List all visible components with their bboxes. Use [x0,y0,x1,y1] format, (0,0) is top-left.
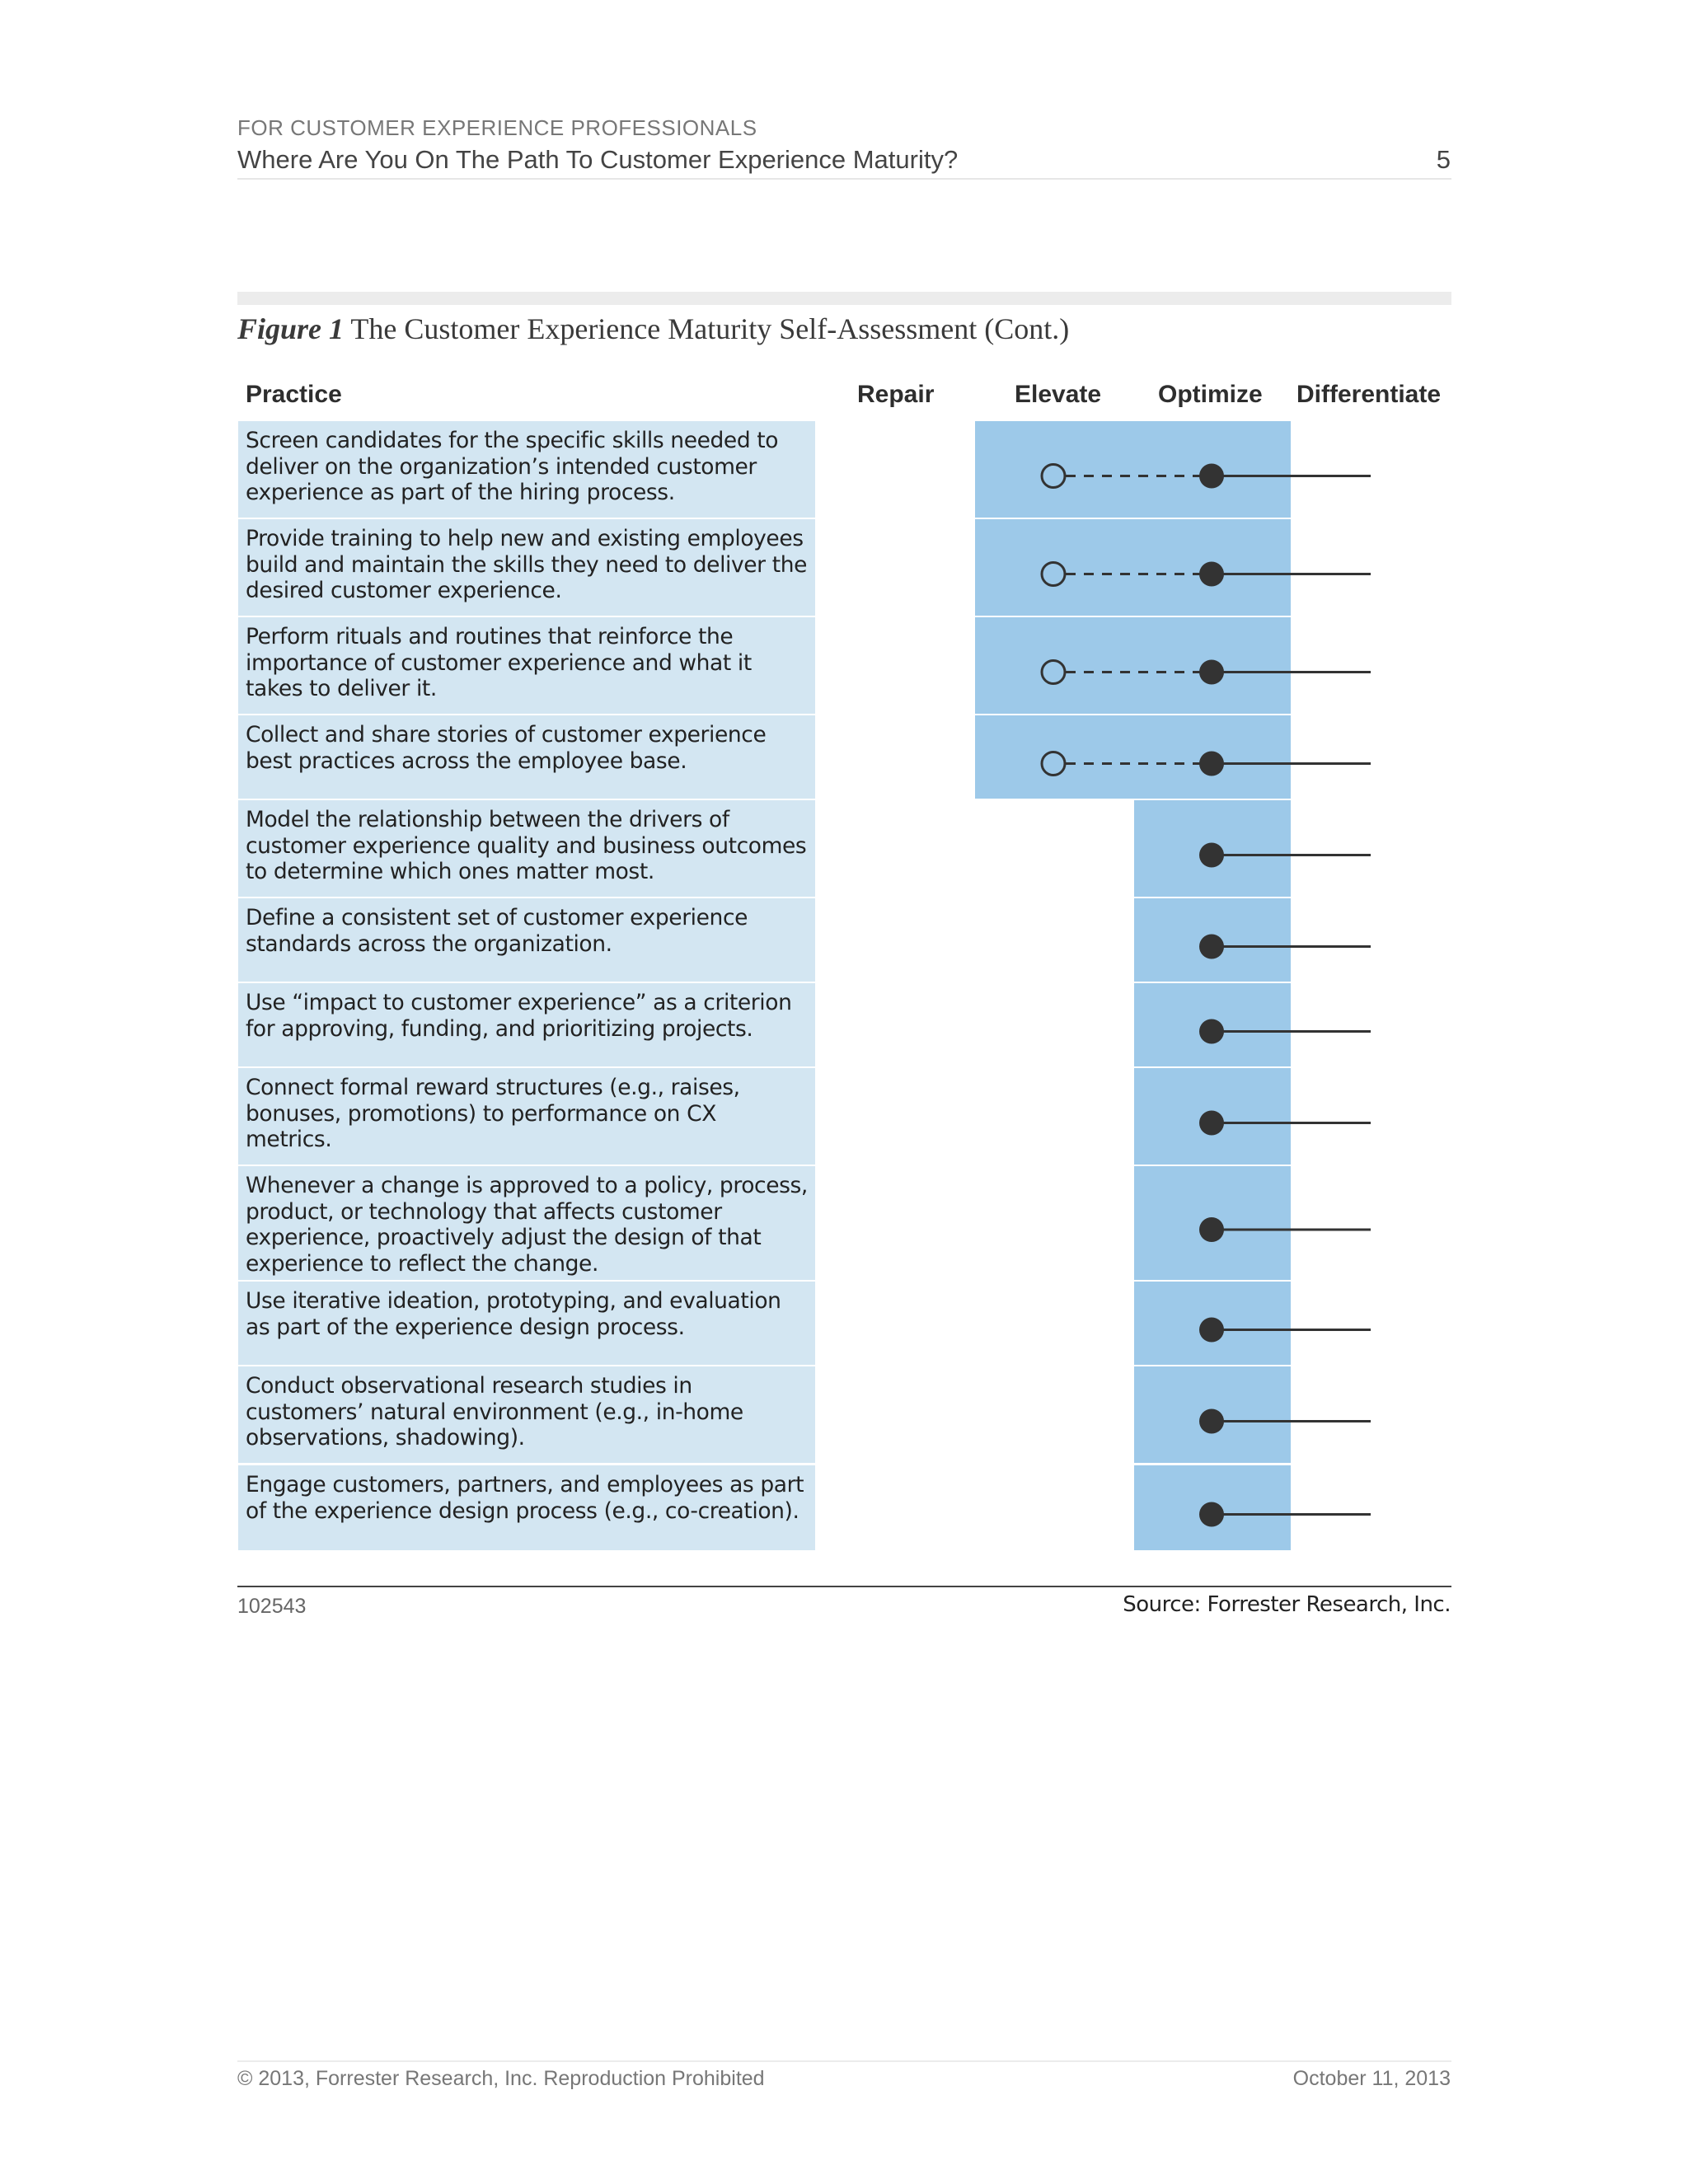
open-circle-marker [1042,661,1065,684]
page-number: 5 [1436,145,1451,174]
figure-title: The Customer Experience Maturity Self-Assessment (Cont.) [350,312,1070,345]
filled-circle-marker [1199,1502,1224,1527]
column-header-practice: Practice [246,381,342,408]
practice-row: Use iterative ideation, prototyping, and evaluation as part of the experience design process. [238,1282,815,1365]
filled-circle-marker [1199,1217,1224,1242]
open-circle-marker [1042,752,1065,776]
practice-row: Screen candidates for the specific skills needed to deliver on the organization’s intended customer experience as part of the hiring process. [238,421,815,518]
footer-divider [237,2060,1451,2062]
filled-circle-marker [1199,752,1224,776]
filled-circle-marker [1199,1019,1224,1044]
open-circle-marker [1042,563,1065,586]
column-header-differentiate: Differentiate [1296,381,1442,408]
practice-row: Perform rituals and routines that reinforce the importance of customer experience and what it takes to deliver it. [238,617,815,714]
figure-bottom-divider [237,1586,1451,1587]
filled-circle-marker [1199,464,1224,489]
practice-row: Collect and share stories of customer experience best practices across the employee base. [238,715,815,799]
column-header-elevate: Elevate [1015,381,1102,408]
filled-circle-marker [1199,1111,1224,1136]
figure-source: Source: Forrester Research, Inc. [1123,1592,1451,1617]
open-circle-marker [1042,465,1065,488]
filled-circle-marker [1199,1318,1224,1343]
header-kicker: FOR CUSTOMER EXPERIENCE PROFESSIONALS [237,115,757,140]
practice-row: Model the relationship between the drivers of customer experience quality and business outcomes to determine which ones matter most. [238,800,815,897]
column-header-repair: Repair [857,381,935,408]
footer-date: October 11, 2013 [1292,2067,1451,2090]
practice-row: Use “impact to customer experience” as a criterion for approving, funding, and prioritizing projects. [238,983,815,1066]
filled-circle-marker [1199,843,1224,868]
practice-row: Conduct observational research studies in customers’ natural environment (e.g., in-home observations, shadowing). [238,1366,815,1463]
column-header-optimize: Optimize [1158,381,1263,408]
figure-id: 102543 [237,1595,307,1618]
practice-row: Whenever a change is approved to a policy, process, product, or technology that affects customer experience, proactively adjust the design of that experience to reflect the change. [238,1166,815,1280]
filled-circle-marker [1199,562,1224,587]
practice-row: Connect formal reward structures (e.g., raises, bonuses, promotions) to performance on CX metrics. [238,1068,815,1165]
filled-circle-marker [1199,660,1224,685]
footer-copyright: © 2013, Forrester Research, Inc. Reproduction Prohibited [237,2067,765,2090]
filled-circle-marker [1199,1409,1224,1434]
header-title: Where Are You On The Path To Customer Experience Maturity? [237,145,959,174]
figure-label: Figure 1 [237,312,345,345]
practice-row: Provide training to help new and existing employees build and maintain the skills they need to deliver the desired customer experience. [238,519,815,616]
practice-row: Engage customers, partners, and employees as part of the experience design process (e.g., co-creation). [238,1465,815,1550]
filled-circle-marker [1199,935,1224,959]
practice-row: Define a consistent set of customer experience standards across the organization. [238,898,815,982]
